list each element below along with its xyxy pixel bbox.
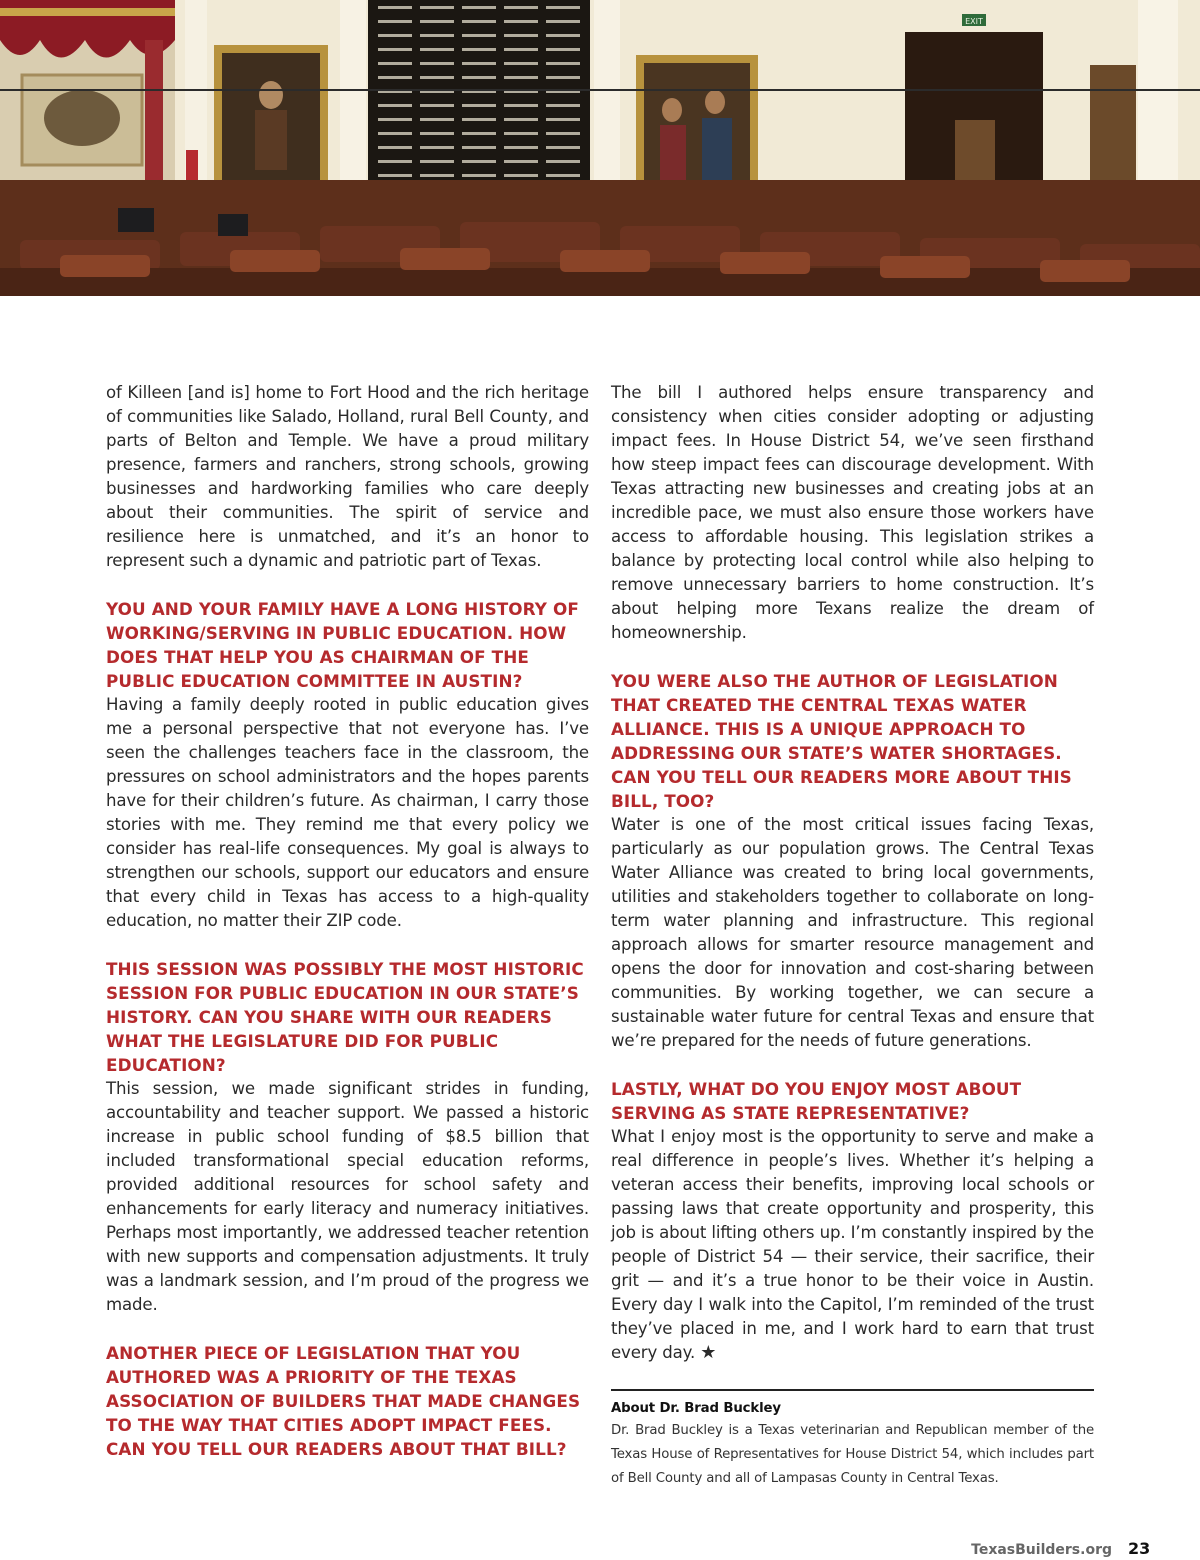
question-heading: THIS SESSION WAS POSSIBLY THE MOST HISTORIC SESSION FOR PUBLIC EDUCATION IN OUR STATE’S HISTORY. CAN YOU SHARE WITH OUR READERS WHAT THE LEGISLATURE DID FOR PUBLIC EDUCATION? [106, 959, 584, 1075]
house-chamber-photo [0, 0, 1200, 296]
left-column [106, 381, 589, 1461]
question-heading: LASTLY, WHAT DO YOU ENJOY MOST ABOUT SERVING AS STATE REPRESENTATIVE? [611, 1079, 1022, 1123]
final-answer-text: What I enjoy most is the opportunity to serve and make a real difference in people’s lives. Whether it’s helping a veteran access their benefits, improving local schools or passing laws that create opportunity and prosperity, this job is about lifting others up. I’m constantly inspired by the people of District 54 — their service, their sacrifice, their grit — and it’s a true honor to be their voice in Austin. Every day I walk into the Capitol, I’m reminded of the trust they’ve placed in me, and I work hard to earn that trust every day. [611, 1127, 1094, 1362]
question-heading: ANOTHER PIECE OF LEGISLATION THAT YOU AUTHORED WAS A PRIORITY OF THE TEXAS ASSOCIATION OF BUILDERS THAT MADE CHANGES TO THE WAY THAT CITIES ADOPT IMPACT FEES. CAN YOU TELL OUR READERS ABOUT THAT BILL? [106, 1343, 581, 1459]
answer-paragraph: This session, we made significant strides in funding, accountability and teacher support. We passed a historic increase in public school funding of $8.5 billion that included transformational special education reforms, provided additional resources for school safety and enhancements for early literacy and numeracy initiatives. Perhaps most importantly, we addressed teacher retention with new supports and compensation adjustments. It truly was a landmark session, and I’m proud of the progress we made. [106, 1079, 589, 1314]
bio-title: About Dr. Brad Buckley [611, 1401, 781, 1416]
bio-text: Dr. Brad Buckley is a Texas veterinarian and Republican member of the Texas House of Representatives for House District 54, which includes part of Bell County and all of Lampasas County in Central Texas. [611, 1423, 1094, 1486]
intro-paragraph: of Killeen [and is] home to Fort Hood and the rich heritage of communities like Salado, Holland, rural Bell County, and parts of Belton and Temple. We have a proud military presence, farmers and ranchers, strong schools, growing businesses and hardworking families who care deeply about their communities. The spirit of service and resilience here is unmatched, and it’s an honor to represent such a dynamic and patriotic part of Texas. [106, 383, 589, 570]
exit-sign: EXIT [965, 17, 983, 26]
answer-paragraph [611, 1125, 1094, 1365]
page-number: 23 [1128, 1539, 1151, 1558]
question-heading: YOU AND YOUR FAMILY HAVE A LONG HISTORY OF WORKING/SERVING IN PUBLIC EDUCATION. HOW DOES THAT HELP YOU AS CHAIRMAN OF THE PUBLIC EDUCATION COMMITTEE IN AUSTIN? [106, 599, 579, 691]
author-bio [611, 1389, 1094, 1491]
answer-paragraph: The bill I authored helps ensure transparency and consistency when cities consider adopting or adjusting impact fees. In House District 54, we’ve seen firsthand how steep impact fees can discourage development. With Texas attracting new businesses and creating jobs at an incredible pace, we must also ensure those workers have access to affordable housing. This legislation strikes a balance by protecting local control while also helping to remove unnecessary barriers to home construction. It’s about helping more Texans realize the dream of homeownership. [611, 383, 1094, 642]
star-icon: ★ [700, 1342, 717, 1363]
answer-paragraph: Water is one of the most critical issues facing Texas, particularly as our population grows. The Central Texas Water Alliance was created to bring local governments, utilities and stakeholders together to collaborate on long-term water planning and infrastructure. This regional approach allows for smarter resource management and opens the door for innovation and cost-sharing between communities. By working together, we can secure a sustainable water future for central Texas and ensure that we’re prepared for the needs of future generations. [611, 815, 1094, 1050]
answer-paragraph: Having a family deeply rooted in public education gives me a personal perspective that not everyone has. I’ve seen the challenges teachers face in the classroom, the pressures on school administrators and the hopes parents have for their children’s future. As chairman, I carry those stories with me. They remind me that every policy we consider has real-life consequences. My goal is always to strengthen our schools, support our educators and ensure that every child in Texas has access to a high-quality education, no matter their ZIP code. [106, 695, 589, 930]
right-column [611, 381, 1094, 1491]
question-heading: YOU WERE ALSO THE AUTHOR OF LEGISLATION THAT CREATED THE CENTRAL TEXAS WATER ALLIANCE. THIS IS A UNIQUE APPROACH TO ADDRESSING OUR STATE’S WATER SHORTAGES. CAN YOU TELL OUR READERS MORE ABOUT THIS BILL, TOO? [611, 671, 1072, 811]
footer-site: TexasBuilders.org [971, 1542, 1112, 1558]
